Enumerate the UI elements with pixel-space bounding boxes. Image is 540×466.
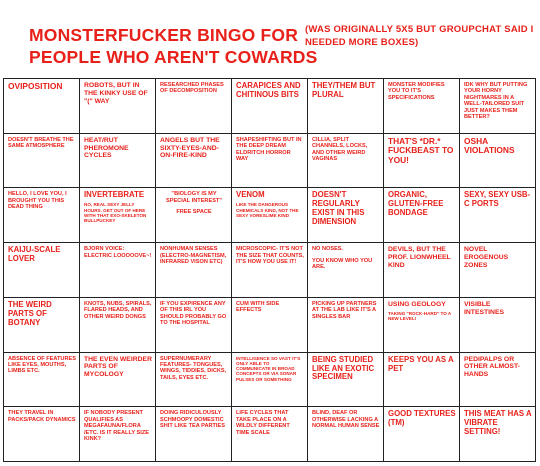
- cell-text: NONHUMAN SENSES (ELECTRO-MAGNETISM, INFRARED VISON ETC): [160, 246, 227, 265]
- cell-text: HELLO, I LOVE YOU, I BROUGHT YOU THIS DEAD THING: [8, 191, 67, 211]
- cell-text: SEXY, SEXY USB-C PORTS: [464, 190, 531, 209]
- cell-text: NO NOSES.: [312, 246, 344, 253]
- cell-text: CARAPICES AND CHITINOUS BITS: [236, 81, 301, 99]
- bingo-cell[interactable]: [308, 407, 384, 462]
- bingo-cell[interactable]: [232, 353, 308, 408]
- bingo-cell[interactable]: [80, 407, 156, 462]
- bingo-cell[interactable]: [384, 134, 460, 189]
- cell-text: ORGANIC, GLUTEN-FREE BONDAGE: [388, 190, 444, 218]
- bingo-cell[interactable]: [460, 243, 536, 298]
- bingo-cell[interactable]: [4, 353, 80, 408]
- bingo-cell[interactable]: [232, 188, 308, 243]
- bingo-cell[interactable]: [232, 298, 308, 353]
- free-space-label: FREE SPACE: [176, 209, 212, 216]
- bingo-cell[interactable]: [308, 243, 384, 298]
- cell-text: PEDIPALPS OR OTHER ALMOST-HANDS: [464, 355, 521, 379]
- cell-text: IDK WHY BUT PUTTING YOUR HORNY NIGHTMARES IN A WELL-TAILORED SUIT JUST MAKES THEM BETTER?: [464, 82, 528, 121]
- cell-text: ANGELS BUT THE SIXTY-EYES-AND-ON-FIRE-KIND: [160, 136, 220, 160]
- cell-text: USING GEOLOGY: [388, 300, 446, 308]
- cell-text: OVIPOSITION: [8, 81, 63, 91]
- bingo-cell[interactable]: [308, 134, 384, 189]
- cell-text: CILLIA, SPLIT CHANNELS, LOCKS, AND OTHER WEIRD VAGINAS: [312, 136, 368, 162]
- bingo-cell[interactable]: [460, 134, 536, 189]
- cell-text: BEING STUDIED LIKE AN EXOTIC SPECIMEN: [312, 354, 375, 382]
- bingo-cell[interactable]: [460, 79, 536, 134]
- bingo-cell[interactable]: [460, 298, 536, 353]
- bingo-cell[interactable]: [384, 353, 460, 408]
- bingo-cell[interactable]: [156, 407, 232, 462]
- bingo-cell[interactable]: [384, 243, 460, 298]
- bingo-cell[interactable]: [308, 353, 384, 408]
- cell-text: THEY/THEM BUT PLURAL: [312, 81, 376, 99]
- bingo-cell[interactable]: [80, 134, 156, 189]
- bingo-cell[interactable]: [460, 188, 536, 243]
- page-subtitle: (WAS ORIGINALLY 5X5 BUT GROUPCHAT SAID I NEEDED MORE BOXES): [305, 24, 534, 48]
- cell-text: OSHA VIOLATIONS: [464, 135, 515, 156]
- bingo-cell[interactable]: [384, 188, 460, 243]
- cell-text: MICROSCOPIC- IT'S NOT THE SIZE THAT COUNTS, IT'S HOW YOU USE IT!: [236, 246, 304, 265]
- bingo-cell[interactable]: [4, 188, 80, 243]
- bingo-cell[interactable]: [4, 407, 80, 462]
- cell-text: ABSENCE OF FEATURES LIKE EYES, MOUTHS, LIMBS ETC.: [8, 355, 76, 375]
- bingo-cell[interactable]: [460, 353, 536, 408]
- bingo-cell[interactable]: [80, 243, 156, 298]
- cell-text: THE WEIRD PARTS OF BOTANY: [8, 299, 52, 327]
- cell-text: MONSTER MODIFIES YOU TO IT'S SPECIFICATIONS: [388, 82, 445, 101]
- cell-text: DOESN'T BREATHE THE SAME ATMOSPHERE: [8, 136, 74, 150]
- cell-text: BLIND, DEAF OR OTHERWISE LACKING A NORMAL HUMAN SENSE: [312, 410, 380, 430]
- free-space-cell[interactable]: [156, 188, 232, 243]
- cell-text: "BIOLOGY IS MY SPECIAL INTEREST": [165, 191, 222, 204]
- bingo-cell[interactable]: [384, 298, 460, 353]
- bingo-cell[interactable]: [156, 353, 232, 408]
- bingo-cell[interactable]: [232, 134, 308, 189]
- cell-text: BJORN VOICE: ELECTRIC LOOOOOVE~!: [84, 246, 152, 259]
- bingo-cell[interactable]: [232, 407, 308, 462]
- cell-text: NOVEL EROGENOUS ZONES: [464, 246, 509, 269]
- bingo-cell[interactable]: [4, 298, 80, 353]
- cell-text: LIFE CYCLES THAT TAKE PLACE ON A WILDLY DIFFERENT TIME SCALE: [236, 410, 290, 436]
- page-title: MONSTERFUCKER BINGO FOR PEOPLE WHO AREN'T COWARDS: [29, 25, 318, 67]
- bingo-cell[interactable]: [460, 407, 536, 462]
- cell-text: DOESN'T REGULARLY EXIST IN THIS DIMENSION: [312, 190, 365, 227]
- cell-text: IF YOU EXPIRENCE ANY OF THIS IRL YOU SHOULD PROBABLY GO TO THE HOSPITAL: [160, 300, 227, 327]
- bingo-cell[interactable]: [4, 79, 80, 134]
- cell-text: RESEARCHED PHASES OF DECOMPOSITION: [160, 82, 224, 95]
- bingo-cell[interactable]: [232, 243, 308, 298]
- cell-text: HEAT/RUT PHEROMONE CYCLES: [84, 136, 129, 160]
- cell-text: SHAPESHIFTING BUT IN THE DEEP DREAM ELDRITCH HORROR WAY: [236, 136, 302, 162]
- cell-text: INTELLIGENCE SO VAST IT'S ONLY ABLE TO COMMUNICATE IN BROAD CONCEPTS OR VIA SONAR PULSES OR SOMETHING: [236, 355, 301, 382]
- cell-subtext: LIKE THE DANGEROUS CHEMICALS KIND, NOT THE SEXY VORESLIME KIND: [236, 202, 299, 218]
- bingo-cell[interactable]: [156, 298, 232, 353]
- bingo-cell[interactable]: [232, 79, 308, 134]
- bingo-cell[interactable]: [308, 298, 384, 353]
- cell-text: KNOTS, NUBS, SPIRALS, FLARED HEADS, AND OTHER WEIRD DONGS: [84, 300, 152, 320]
- cell-text: THE EVEN WEIRDER PARTS OF MYCOLOGY: [84, 355, 152, 379]
- bingo-cell[interactable]: [4, 243, 80, 298]
- cell-text: GOOD TEXTURES (TM): [388, 409, 456, 428]
- cell-text: ROBOTS, BUT IN THE KINKY USE OF "(" WAY: [84, 82, 148, 105]
- bingo-cell[interactable]: [156, 134, 232, 189]
- cell-text: VISIBLE INTESTINES: [464, 300, 505, 316]
- cell-text: THEY TRAVEL IN PACKS/PACK DYNAMICS: [8, 410, 76, 423]
- cell-text: KEEPS YOU AS A PET: [388, 354, 454, 373]
- cell-text: KAIJU-SCALE LOVER: [8, 245, 61, 264]
- cell-text: THAT'S *DR.* FUCKBEAST TO YOU!: [388, 135, 454, 166]
- cell-text: DEVILS, BUT THE PROF. LIONWHEEL KIND: [388, 246, 451, 269]
- bingo-cell[interactable]: [80, 298, 156, 353]
- bingo-cell[interactable]: [80, 79, 156, 134]
- cell-text: SUPERNUMERARY FEATURES- TONGUES, WINGS, TIDDIES, DICKS, TAILS, EYES ETC.: [160, 355, 227, 381]
- cell-text: INVERTEBRATE: [84, 190, 145, 200]
- bingo-cell[interactable]: [384, 79, 460, 134]
- bingo-cell[interactable]: [80, 188, 156, 243]
- cell-text: PICKING UP PARTNERS AT THE LAB LIKE IT'S A SINGLES BAR: [312, 300, 377, 320]
- cell-text: CUM WITH SIDE EFFECTS: [236, 300, 280, 314]
- bingo-cell[interactable]: [308, 188, 384, 243]
- bingo-cell[interactable]: [80, 353, 156, 408]
- cell-text: THIS MEAT HAS A VIBRATE SETTING!: [464, 409, 532, 437]
- bingo-cell[interactable]: [156, 79, 232, 134]
- bingo-cell[interactable]: [308, 79, 384, 134]
- bingo-grid: [3, 78, 536, 462]
- cell-text: IF NOBODY PRESENT QUALIFIES AS MEGAFAUNA/FLORA /ETC. IS IT REALLY SIZE KINK?: [84, 410, 149, 442]
- bingo-cell[interactable]: [156, 243, 232, 298]
- cell-subtext: YOU KNOW WHO YOU ARE.: [312, 257, 373, 270]
- cell-subtext: NO, REAL SEXY JELLY HOURS. GET OUT OF HERE WITH THAT EXO-SKELETON BULLPUCKEY: [84, 202, 147, 224]
- cell-subtext: TAKING "ROCK-HARD" TO A NEW LEVEL!: [388, 310, 452, 321]
- cell-text: DOING RIDICULOUSLY SCHMOOPY DOMESTIC SHIT LIKE TEA PARTIES: [160, 410, 225, 430]
- bingo-cell[interactable]: [384, 407, 460, 462]
- bingo-cell[interactable]: [4, 134, 80, 189]
- cell-text: VENOM: [236, 190, 265, 200]
